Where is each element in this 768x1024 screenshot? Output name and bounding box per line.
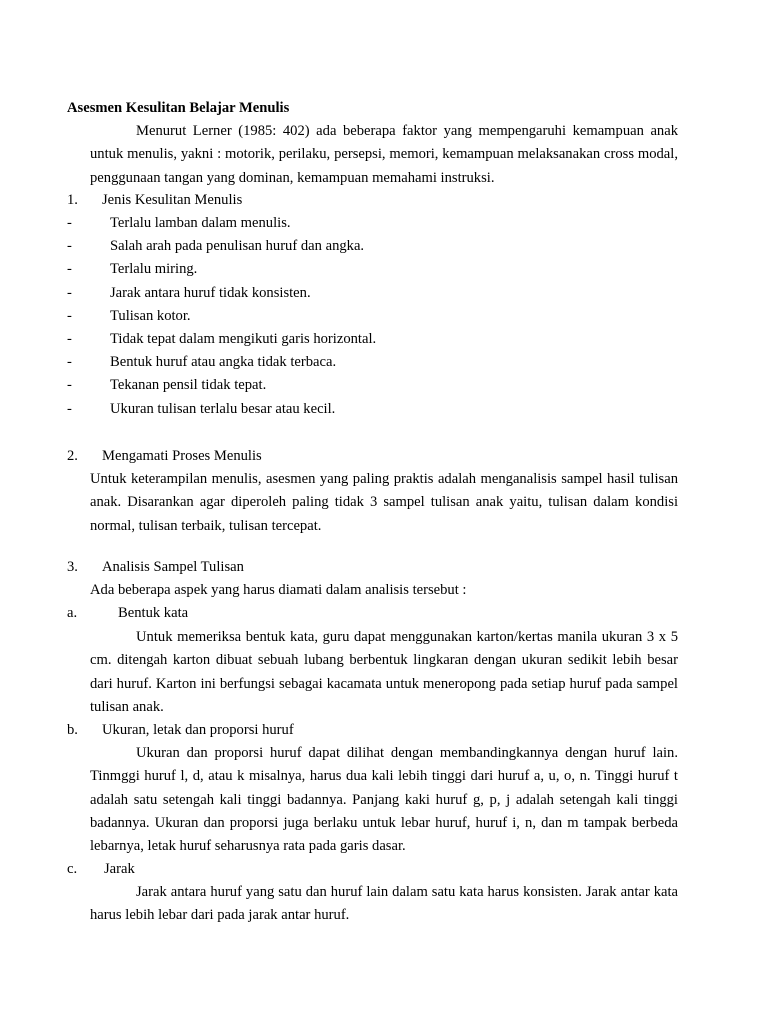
subsection-a-heading bbox=[0, 602, 768, 625]
bullet-dash: - bbox=[67, 354, 72, 370]
section-3-title: Analisis Sampel Tulisan bbox=[102, 559, 244, 575]
subsection-b-paragraph: Ukuran dan proporsi huruf dapat dilihat dengan membandingkannya dengan huruf lain. Tinmggi huruf l, d, atau k misalnya, harus dua kali lebih tinggi dari huruf a, u, o, n. Tinggi huruf t adalah satu setengah kali tinggi badannya. Panjang kaki huruf g, p, j adalah setengah kali tinggi badannya. Ukuran dan proporsi juga berlaku untuk lebar huruf, huruf i, n, dan m tampak berbeda lebarnya, letak huruf seharusnya rata pada garis dasar. bbox=[90, 745, 678, 855]
list-item-text: Tidak tepat dalam mengikuti garis horizontal. bbox=[110, 331, 377, 347]
bullet-dash: - bbox=[67, 331, 72, 347]
list-item bbox=[0, 398, 768, 421]
bullet-dash: - bbox=[67, 215, 72, 231]
subsection-b-heading bbox=[0, 719, 768, 742]
list-item-text: Tulisan kotor. bbox=[110, 308, 191, 324]
bullet-dash: - bbox=[67, 285, 72, 301]
section-3-intro bbox=[0, 579, 768, 602]
bullet-dash: - bbox=[67, 377, 72, 393]
subsection-c-title: Jarak bbox=[104, 861, 135, 877]
section-3-intro-text: Ada beberapa aspek yang harus diamati dalam analisis tersebut : bbox=[90, 582, 467, 598]
bullet-dash: - bbox=[67, 261, 72, 277]
subsection-a-marker: a. bbox=[67, 605, 78, 621]
list-item bbox=[0, 374, 768, 397]
subsection-b-title: Ukuran, letak dan proporsi huruf bbox=[102, 722, 294, 738]
document-title: Asesmen Kesulitan Belajar Menulis bbox=[67, 100, 290, 116]
section-2-title: Mengamati Proses Menulis bbox=[102, 448, 262, 464]
list-item-text: Bentuk huruf atau angka tidak terbaca. bbox=[110, 354, 337, 370]
list-item bbox=[0, 351, 768, 374]
list-item-text: Terlalu miring. bbox=[110, 261, 198, 277]
list-item bbox=[0, 258, 768, 281]
list-item-text: Jarak antara huruf tidak konsisten. bbox=[110, 285, 311, 301]
list-item bbox=[0, 328, 768, 351]
subsection-c-heading bbox=[0, 858, 768, 881]
section-2-paragraph: Untuk keterampilan menulis, asesmen yang paling praktis adalah menganalisis sampel hasil tulisan anak. Disarankan agar diperoleh paling tidak 3 sampel tulisan anak yaitu, tulisan dalam kondisi normal, tulisan terbaik, tulisan tercepat. bbox=[90, 471, 678, 534]
subsection-b-marker: b. bbox=[67, 722, 78, 738]
intro-paragraph: Menurut Lerner (1985: 402) ada beberapa faktor yang mempengaruhi kemampuan anak untuk menulis, yakni : motorik, perilaku, persepsi, memori, kemampuan melaksanakan cross modal, penggunaan tangan yang dominan, kemampuan memahami instruksi. bbox=[90, 123, 678, 186]
section-2-marker: 2. bbox=[67, 448, 78, 464]
subsection-a-paragraph: Untuk memeriksa bentuk kata, guru dapat menggunakan karton/kertas manila ukuran 3 x 5 cm. ditengah karton dibuat sebuah lubang berbentuk lingkaran dengan ukuran sedikit lebih besar dari huruf. Karton ini berfungsi sebagai kacamata untuk meneropong pada setiap huruf pada sampel tulisan anak. bbox=[90, 629, 678, 715]
list-item-text: Terlalu lamban dalam menulis. bbox=[110, 215, 291, 231]
list-item-text: Salah arah pada penulisan huruf dan angka. bbox=[110, 238, 365, 254]
bullet-dash: - bbox=[67, 238, 72, 254]
list-item-text: Ukuran tulisan terlalu besar atau kecil. bbox=[110, 401, 336, 417]
section-1-heading bbox=[0, 189, 768, 212]
list-item-text: Tekanan pensil tidak tepat. bbox=[110, 377, 267, 393]
section-1-title: Jenis Kesulitan Menulis bbox=[102, 192, 243, 208]
subsection-c-paragraph: Jarak antara huruf yang satu dan huruf lain dalam satu kata harus konsisten. Jarak antar kata harus lebih lebar dari pada jarak antar huruf. bbox=[90, 884, 678, 924]
list-item bbox=[0, 212, 768, 235]
subsection-a-title: Bentuk kata bbox=[118, 605, 189, 621]
subsection-c-marker: c. bbox=[67, 861, 78, 877]
section-3-marker: 3. bbox=[67, 559, 78, 575]
section-3-heading bbox=[0, 556, 768, 579]
section-2-heading bbox=[0, 445, 768, 468]
bullet-dash: - bbox=[67, 308, 72, 324]
list-item bbox=[0, 235, 768, 258]
bullet-dash: - bbox=[67, 401, 72, 417]
list-item bbox=[0, 305, 768, 328]
list-item bbox=[0, 282, 768, 305]
section-1-marker: 1. bbox=[67, 192, 78, 208]
